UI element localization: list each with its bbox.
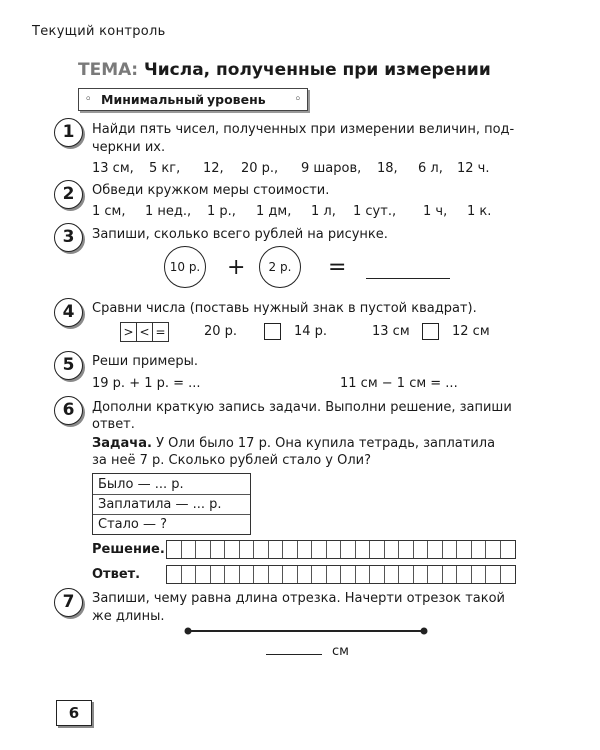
example-1: 19 р. + 1 р. = ... [92,376,201,391]
solution-label: Решение. [92,542,165,557]
equal-sign: = [155,325,166,339]
task-number-5: 5 [54,351,83,380]
problem-line-2: за неё 7 р. Сколько рублей стало у Оли? [92,453,371,468]
plus-sign: + [227,255,246,280]
task-2-item: 1 к. [467,204,492,219]
example-2: 11 см − 1 см = ... [340,376,458,391]
answer-blank-line [366,278,450,279]
task-2-item: 1 р., [207,204,236,219]
topic-label: ТЕМА: [78,60,139,80]
compare-1-left: 20 р. [204,324,238,339]
compare-2-empty-square[interactable] [422,323,439,340]
task-1-item: 9 шаров, [301,161,362,176]
record-row-stalo: Стало — ? [98,517,168,532]
level-word-2: уровень [207,92,266,107]
problem-label: Задача. [92,436,152,451]
task-number-2: 2 [54,180,83,209]
problem-line-1 [92,435,495,452]
page-header: Текущий контроль [32,24,166,39]
coin-10-rub: 10 р. [164,246,206,288]
task-1-item: 12 ч. [457,161,490,176]
circle-bullet-icon: ◦ [85,94,92,105]
task-number-1: 1 [54,118,83,147]
task-4-text: Сравни числа (поставь нужный знак в пустой квадрат). [92,301,477,316]
length-blank-line [266,654,322,655]
record-row-zaplatila: Заплатила — ... р. [98,497,222,512]
task-6-text-line-2: ответ. [92,417,135,432]
problem-text-1: У Оли было 17 р. Она купила тетрадь, заплатила [156,436,496,451]
compare-1-empty-square[interactable] [264,323,281,340]
solution-cells[interactable] [166,540,516,559]
task-1-item: 12, [203,161,224,176]
page-number: 6 [56,700,92,726]
record-row-bylo: Было — ... р. [98,477,184,492]
task-6-text-line-1: Дополни краткую запись задачи. Выполни решение, запиши [92,400,512,415]
line-segment [180,624,432,638]
segment-endpoint [421,628,428,635]
segment-endpoint [185,628,192,635]
circle-bullet-icon: ◦ [294,94,301,105]
less-sign: < [137,323,153,341]
task-3-text: Запиши, сколько всего рублей на рисунке. [92,227,388,242]
task-5-text: Реши примеры. [92,354,198,369]
task-1-text-line-1: Найди пять чисел, полученных при измерении величин, под- [92,122,515,137]
task-number-7: 7 [54,588,83,617]
task-1-item: 18, [377,161,398,176]
answer-label: Ответ. [92,567,141,582]
level-box [78,88,308,111]
task-number-6: 6 [54,396,83,425]
task-2-item: 1 сут., [353,204,397,219]
topic-title: Числа, полученные при измерении [144,60,491,80]
compare-2-left: 13 см [372,324,410,339]
task-2-item: 1 см, [92,204,126,219]
task-2-item: 1 л, [311,204,336,219]
comparison-signs-box [120,322,169,342]
task-2-item: 1 ч, [423,204,448,219]
task-1-item: 13 см, [92,161,134,176]
answer-cells[interactable] [166,565,516,584]
task-1-text-line-2: черкни их. [92,140,166,155]
record-divider [93,494,250,495]
topic-heading [78,60,491,80]
coin-2-rub: 2 р. [259,246,301,288]
record-divider [93,514,250,515]
task-7-text-line-1: Запиши, чему равна длина отрезка. Начерти отрезок такой [92,591,506,606]
task-2-item: 1 дм, [256,204,292,219]
task-number-3: 3 [54,223,83,252]
short-record-box [92,473,251,535]
unit-label: см [332,644,349,659]
task-1-item: 6 л, [418,161,443,176]
task-2-item: 1 нед., [145,204,192,219]
greater-sign: > [121,323,137,341]
task-2-text: Обведи кружком меры стоимости. [92,183,330,198]
task-7-text-line-2: же длины. [92,609,165,624]
task-1-item: 5 кг, [149,161,181,176]
compare-2-right: 12 см [452,324,490,339]
task-number-4: 4 [54,298,83,327]
level-word-1: Минимальный [101,92,205,107]
equals-sign: = [328,255,347,280]
task-1-item: 20 р., [241,161,279,176]
compare-1-right: 14 р. [294,324,328,339]
